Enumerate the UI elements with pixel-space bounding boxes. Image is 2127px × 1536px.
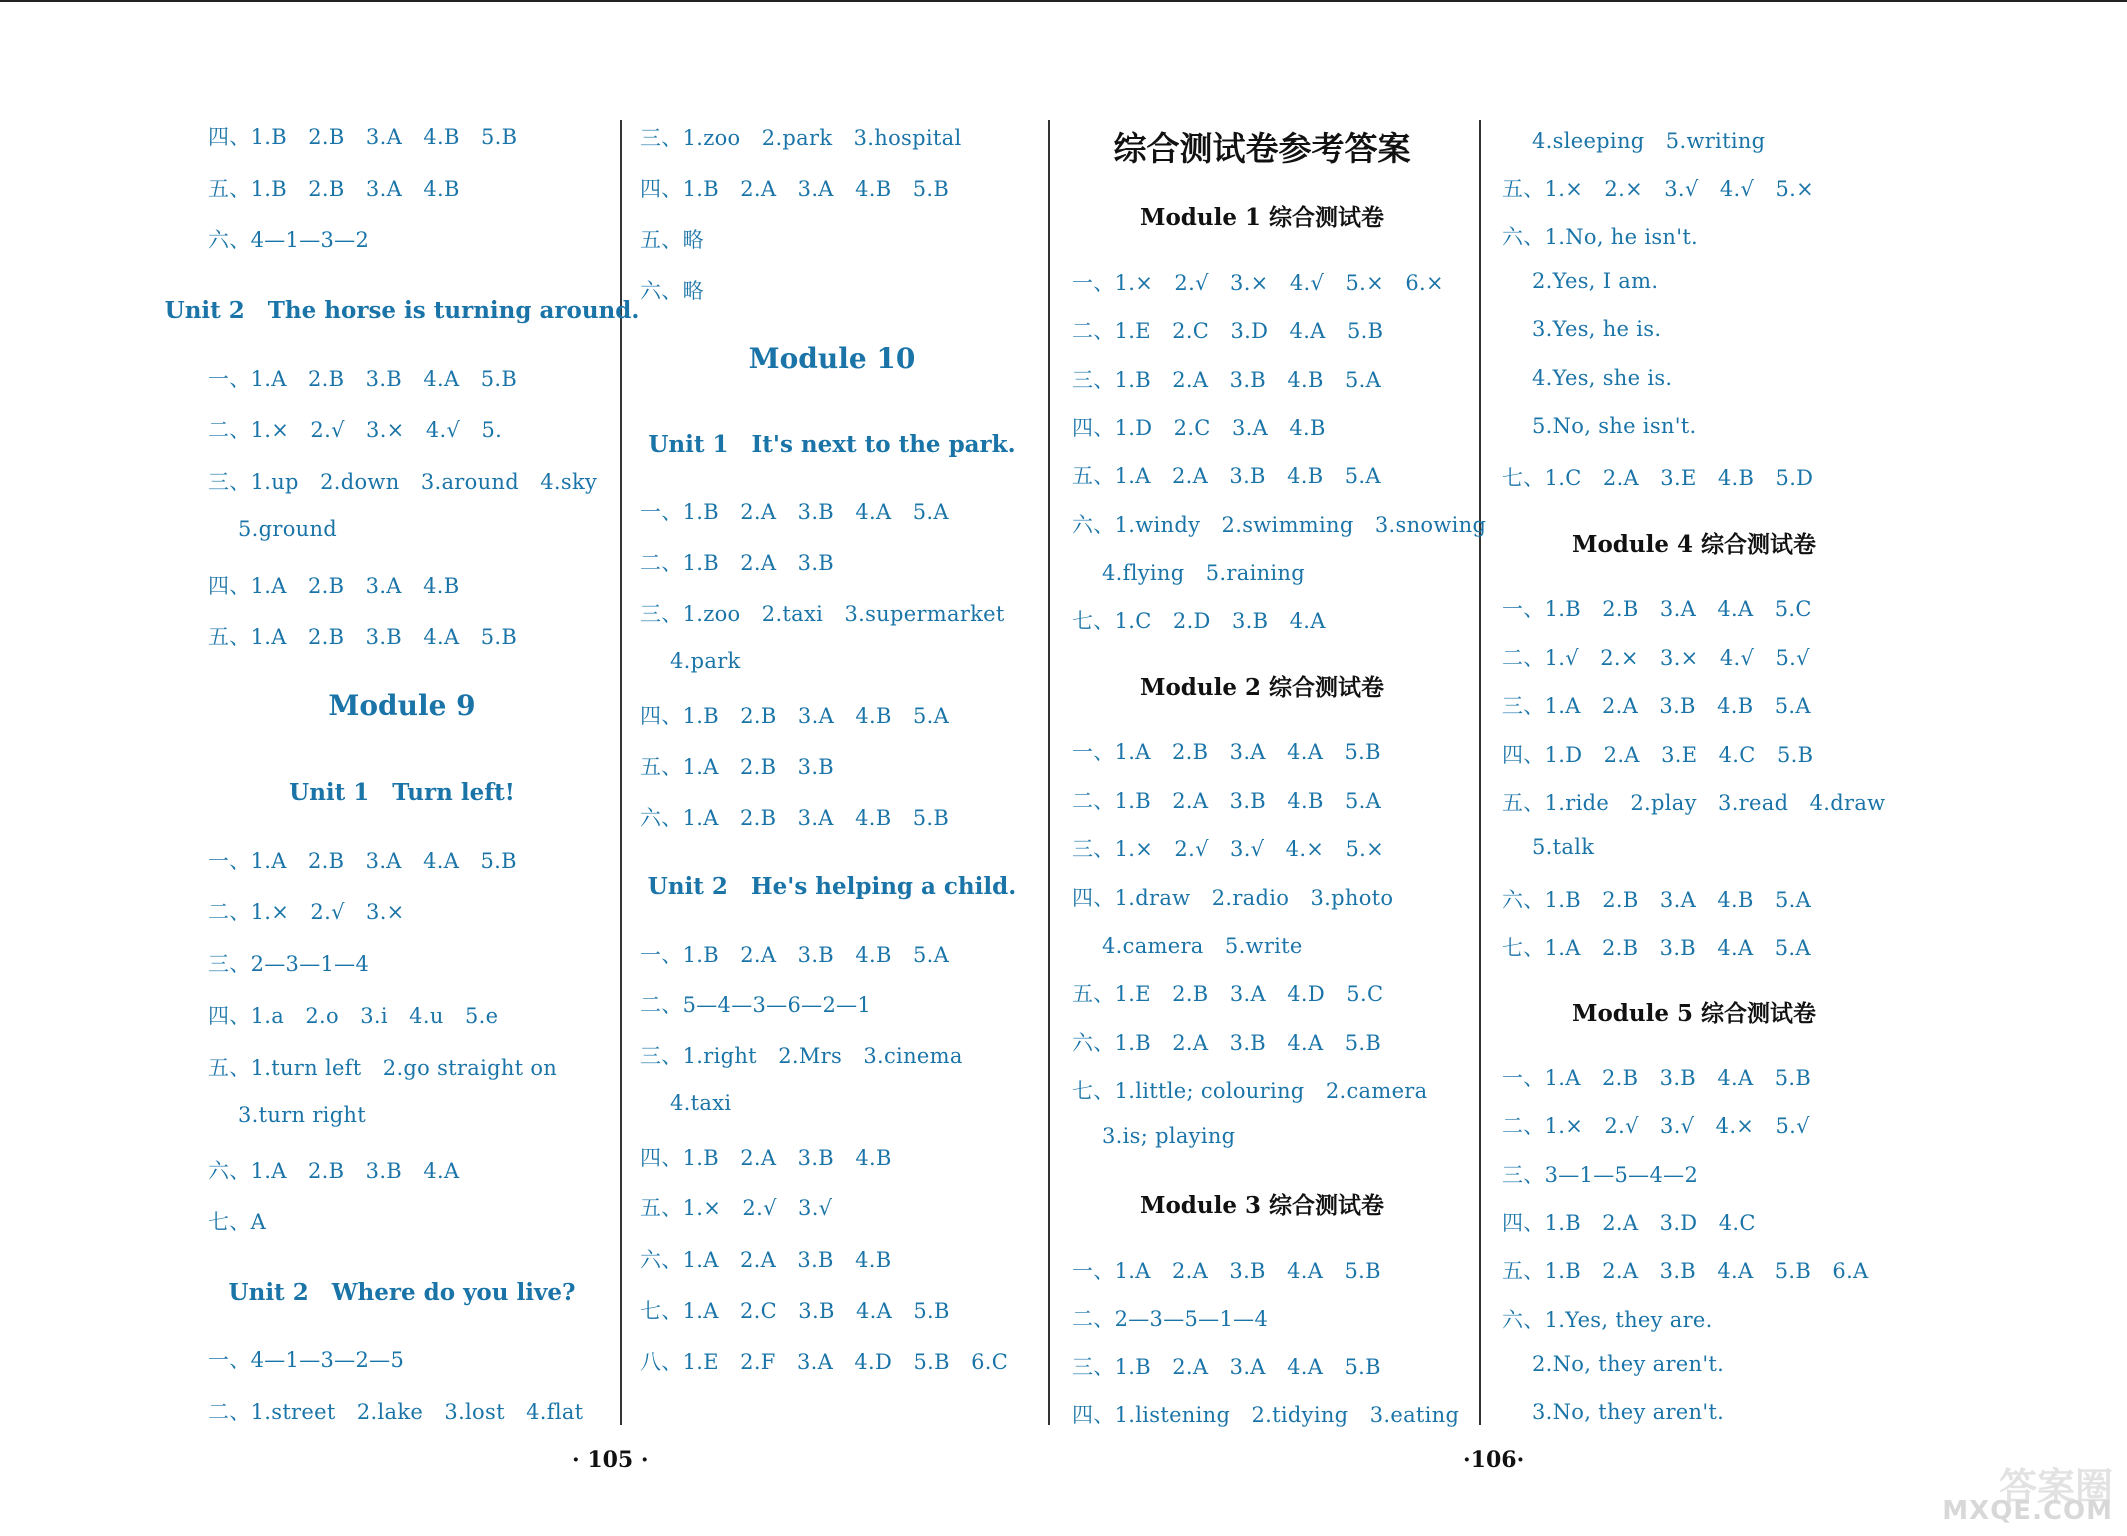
answer-line: 四、1.B 2.A 3.B 4.B bbox=[640, 1146, 892, 1170]
answer-continuation-line: 3.Yes, he is. bbox=[1532, 317, 1662, 341]
test-heading: Module 3 综合测试卷 bbox=[1140, 1192, 1384, 1219]
answer-line: 三、2—3—1—4 bbox=[208, 952, 370, 976]
answer-line: 五、1.ride 2.play 3.read 4.draw bbox=[1502, 791, 1886, 815]
page-number-right: ·106· bbox=[1463, 1447, 1525, 1473]
answer-line: 二、1.E 2.C 3.D 4.A 5.B bbox=[1072, 319, 1384, 343]
answer-line: 一、1.A 2.B 3.A 4.A 5.B bbox=[1072, 740, 1381, 764]
answer-line: 五、1.A 2.B 3.B 4.A 5.B bbox=[208, 625, 518, 649]
answer-line: 三、1.zoo 2.taxi 3.supermarket bbox=[640, 602, 1005, 626]
answer-line: 六、1.Yes, they are. bbox=[1502, 1308, 1713, 1332]
answer-line: 四、1.listening 2.tidying 3.eating bbox=[1072, 1403, 1460, 1427]
answer-line: 二、1.B 2.A 3.B 4.B 5.A bbox=[1072, 789, 1382, 813]
answer-line: 二、1.street 2.lake 3.lost 4.flat bbox=[208, 1400, 584, 1424]
answer-line: 一、1.A 2.B 3.B 4.A 5.B bbox=[208, 367, 518, 391]
answer-continuation-line: 4.Yes, she is. bbox=[1532, 366, 1673, 390]
unit-heading: Unit 1 It's next to the park. bbox=[648, 431, 1016, 458]
watermark-text: MXQE.COM bbox=[1942, 1496, 2113, 1526]
page-top-rule bbox=[0, 0, 2127, 2]
answer-line: 二、1.× 2.√ 3.√ 4.× 5.√ bbox=[1502, 1114, 1810, 1138]
answer-line: 二、1.× 2.√ 3.× bbox=[208, 900, 405, 924]
test-heading: Module 2 综合测试卷 bbox=[1140, 674, 1384, 701]
answer-line: 三、1.A 2.A 3.B 4.B 5.A bbox=[1502, 694, 1811, 718]
answer-line: 七、A bbox=[208, 1210, 267, 1234]
answer-line: 四、1.D 2.A 3.E 4.C 5.B bbox=[1502, 743, 1814, 767]
answer-continuation-line: 4.camera 5.write bbox=[1102, 934, 1303, 958]
answer-continuation-line: 4.taxi bbox=[670, 1091, 732, 1115]
answer-line: 六、1.B 2.B 3.A 4.B 5.A bbox=[1502, 888, 1812, 912]
watermark bbox=[1933, 1456, 2113, 1526]
answer-line: 一、1.A 2.B 3.A 4.A 5.B bbox=[208, 849, 517, 873]
test-heading: Module 5 综合测试卷 bbox=[1572, 1000, 1816, 1027]
answer-line: 四、1.D 2.C 3.A 4.B bbox=[1072, 416, 1326, 440]
answer-line: 一、1.× 2.√ 3.× 4.√ 5.× 6.× bbox=[1072, 271, 1444, 295]
module-heading: Module 9 bbox=[328, 689, 476, 722]
answer-continuation-line: 5.ground bbox=[238, 517, 338, 541]
answer-line: 七、1.C 2.D 3.B 4.A bbox=[1072, 609, 1326, 633]
answer-line: 四、1.B 2.A 3.D 4.C bbox=[1502, 1211, 1756, 1235]
column-divider-3 bbox=[1479, 120, 1481, 1425]
answer-line: 二、1.B 2.A 3.B bbox=[640, 551, 835, 575]
unit-heading: Unit 2 The horse is turning around. bbox=[164, 297, 640, 324]
answer-line: 五、略 bbox=[640, 228, 704, 252]
answer-line: 六、1.A 2.B 3.A 4.B 5.B bbox=[640, 806, 950, 830]
unit-heading: Unit 2 He's helping a child. bbox=[647, 873, 1017, 900]
page-number-left: · 105 · bbox=[572, 1447, 649, 1473]
answer-line: 六、1.B 2.A 3.B 4.A 5.B bbox=[1072, 1031, 1382, 1055]
answer-continuation-line: 5.No, she isn't. bbox=[1532, 414, 1697, 438]
answer-line: 八、1.E 2.F 3.A 4.D 5.B 6.C bbox=[640, 1350, 1009, 1374]
answer-line: 四、1.draw 2.radio 3.photo bbox=[1072, 886, 1394, 910]
answer-line: 五、1.× 2.√ 3.√ bbox=[640, 1196, 833, 1220]
answer-line: 六、1.No, he isn't. bbox=[1502, 225, 1699, 249]
answer-line: 七、1.little; colouring 2.camera bbox=[1072, 1079, 1428, 1103]
answer-line: 四、1.A 2.B 3.A 4.B bbox=[208, 574, 460, 598]
answer-line: 三、1.up 2.down 3.around 4.sky bbox=[208, 470, 598, 494]
answer-line: 五、1.B 2.B 3.A 4.B bbox=[208, 177, 460, 201]
answer-line: 五、1.turn left 2.go straight on bbox=[208, 1056, 558, 1080]
answer-line: 五、1.A 2.A 3.B 4.B 5.A bbox=[1072, 464, 1381, 488]
answer-line: 七、1.A 2.B 3.B 4.A 5.A bbox=[1502, 936, 1811, 960]
answer-line: 六、1.A 2.A 3.B 4.B bbox=[640, 1248, 892, 1272]
answer-line: 四、1.B 2.B 3.A 4.B 5.A bbox=[640, 704, 950, 728]
answer-line: 五、1.× 2.× 3.√ 4.√ 5.× bbox=[1502, 177, 1815, 201]
answer-line: 三、1.× 2.√ 3.√ 4.× 5.× bbox=[1072, 837, 1385, 861]
answer-continuation-line: 3.turn right bbox=[238, 1103, 367, 1127]
answer-line: 二、1.× 2.√ 3.× 4.√ 5. bbox=[208, 418, 503, 442]
answer-line: 三、1.B 2.A 3.B 4.B 5.A bbox=[1072, 368, 1382, 392]
answer-line: 六、略 bbox=[640, 279, 704, 303]
answer-continuation-line: 4.flying 5.raining bbox=[1102, 561, 1305, 585]
unit-heading: Unit 1 Turn left! bbox=[289, 779, 515, 806]
test-heading: Module 4 综合测试卷 bbox=[1572, 531, 1816, 558]
answer-line: 三、1.right 2.Mrs 3.cinema bbox=[640, 1044, 963, 1068]
answer-continuation-line: 3.is; playing bbox=[1102, 1124, 1236, 1148]
answer-line: 六、1.windy 2.swimming 3.snowing bbox=[1072, 513, 1487, 537]
answer-line: 二、5—4—3—6—2—1 bbox=[640, 993, 872, 1017]
module-heading: Module 10 bbox=[748, 342, 916, 375]
answer-continuation-line: 2.No, they aren't. bbox=[1532, 1352, 1725, 1376]
answer-line: 五、1.B 2.A 3.B 4.A 5.B 6.A bbox=[1502, 1259, 1869, 1283]
test-heading: Module 1 综合测试卷 bbox=[1140, 204, 1384, 231]
answer-line: 五、1.E 2.B 3.A 4.D 5.C bbox=[1072, 982, 1384, 1006]
answer-line: 三、1.B 2.A 3.A 4.A 5.B bbox=[1072, 1355, 1381, 1379]
section-title: 综合测试卷参考答案 bbox=[1113, 129, 1411, 168]
answer-line: 四、1.B 2.A 3.A 4.B 5.B bbox=[640, 177, 950, 201]
answer-line: 七、1.C 2.A 3.E 4.B 5.D bbox=[1502, 466, 1814, 490]
answer-line: 一、1.A 2.A 3.B 4.A 5.B bbox=[1072, 1259, 1381, 1283]
answer-continuation-line: 4.sleeping 5.writing bbox=[1532, 129, 1766, 153]
answer-continuation-line: 2.Yes, I am. bbox=[1532, 269, 1659, 293]
answer-line: 一、4—1—3—2—5 bbox=[208, 1348, 405, 1372]
answer-line: 五、1.A 2.B 3.B bbox=[640, 755, 835, 779]
answer-continuation-line: 3.No, they aren't. bbox=[1532, 1400, 1725, 1424]
answer-line: 四、1.a 2.o 3.i 4.u 5.e bbox=[208, 1004, 499, 1028]
answer-continuation-line: 5.talk bbox=[1532, 835, 1595, 859]
answer-line: 二、1.√ 2.× 3.× 4.√ 5.√ bbox=[1502, 646, 1810, 670]
answer-line: 一、1.A 2.B 3.B 4.A 5.B bbox=[1502, 1066, 1812, 1090]
answer-continuation-line: 4.park bbox=[670, 649, 741, 673]
answer-line: 六、4—1—3—2 bbox=[208, 228, 370, 252]
answer-line: 二、2—3—5—1—4 bbox=[1072, 1307, 1269, 1331]
answer-line: 三、1.zoo 2.park 3.hospital bbox=[640, 126, 962, 150]
answer-line: 四、1.B 2.B 3.A 4.B 5.B bbox=[208, 125, 518, 149]
answer-line: 六、1.A 2.B 3.B 4.A bbox=[208, 1159, 460, 1183]
column-divider-2 bbox=[1048, 120, 1050, 1425]
unit-heading: Unit 2 Where do you live? bbox=[228, 1279, 576, 1306]
answer-line: 一、1.B 2.A 3.B 4.B 5.A bbox=[640, 943, 950, 967]
answer-line: 七、1.A 2.C 3.B 4.A 5.B bbox=[640, 1299, 950, 1323]
answer-line: 一、1.B 2.B 3.A 4.A 5.C bbox=[1502, 597, 1812, 621]
answer-line: 一、1.B 2.A 3.B 4.A 5.A bbox=[640, 500, 949, 524]
answer-line: 三、3—1—5—4—2 bbox=[1502, 1163, 1699, 1187]
watermark-logo: 答案圈 bbox=[1998, 1465, 2113, 1509]
